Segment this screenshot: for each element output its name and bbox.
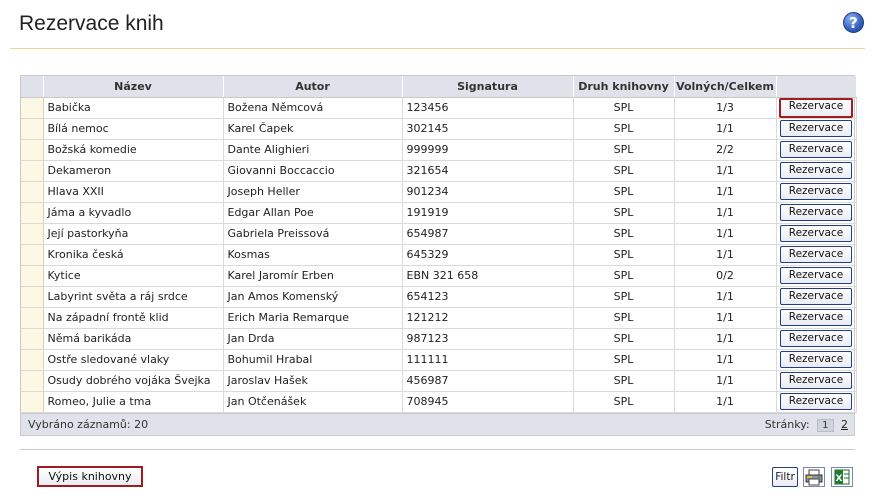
page-1[interactable]: 1	[817, 419, 833, 432]
cell-signatura: 645329	[402, 244, 573, 265]
cell-volnych-celkem: 1/1	[674, 118, 776, 139]
table-header-row	[21, 76, 856, 97]
cell-volnych-celkem: 1/1	[674, 286, 776, 307]
cell-druh-knihovny: SPL	[573, 244, 674, 265]
pagination	[765, 418, 848, 432]
bottom-divider	[20, 449, 855, 450]
row-selector[interactable]	[21, 223, 43, 244]
cell-volnych-celkem: 1/1	[674, 181, 776, 202]
cell-volnych-celkem: 1/1	[674, 370, 776, 391]
cell-action	[776, 265, 856, 286]
table-row[interactable]	[21, 139, 856, 160]
page-2[interactable]: 2	[841, 417, 848, 431]
table-row[interactable]	[21, 202, 856, 223]
cell-autor: Gabriela Preissová	[223, 223, 402, 244]
grid-footer	[21, 413, 854, 435]
cell-autor: Karel Čapek	[223, 118, 402, 139]
page-title: Rezervace knih	[19, 12, 164, 35]
row-selector[interactable]	[21, 391, 43, 412]
row-selector[interactable]	[21, 97, 43, 118]
records-count: Vybráno záznamů: 20	[28, 417, 149, 431]
cell-druh-knihovny: SPL	[573, 202, 674, 223]
pages-label: Stránky:	[764, 417, 810, 431]
cell-autor: Dante Alighieri	[223, 139, 402, 160]
cell-druh-knihovny: SPL	[573, 286, 674, 307]
row-selector[interactable]	[21, 286, 43, 307]
column-header-action	[776, 76, 856, 97]
cell-signatura: 654987	[402, 223, 573, 244]
vypis-knihovny-button[interactable]: Výpis knihovny	[37, 466, 143, 487]
table-row[interactable]	[21, 349, 856, 370]
rezervace-button[interactable]: Rezervace	[780, 141, 852, 158]
excel-icon[interactable]	[831, 467, 853, 487]
cell-nazev: Němá barikáda	[43, 328, 223, 349]
help-icon[interactable]: ?	[843, 12, 864, 33]
cell-nazev: Romeo, Julie a tma	[43, 391, 223, 412]
cell-action	[776, 160, 856, 181]
row-selector[interactable]	[21, 139, 43, 160]
table-row[interactable]	[21, 223, 856, 244]
rezervace-button[interactable]: Rezervace	[779, 98, 853, 118]
cell-volnych-celkem: 1/1	[674, 244, 776, 265]
cell-signatura: 123456	[402, 97, 573, 118]
cell-druh-knihovny: SPL	[573, 328, 674, 349]
table-row[interactable]	[21, 328, 856, 349]
rezervace-button[interactable]: Rezervace	[780, 372, 852, 389]
cell-autor: Bohumil Hrabal	[223, 349, 402, 370]
cell-action	[776, 391, 856, 412]
table-row[interactable]	[21, 286, 856, 307]
cell-autor: Edgar Allan Poe	[223, 202, 402, 223]
books-table	[21, 76, 857, 413]
rezervace-button[interactable]: Rezervace	[780, 288, 852, 305]
cell-autor: Jan Otčenášek	[223, 391, 402, 412]
cell-autor: Karel Jaromír Erben	[223, 265, 402, 286]
cell-druh-knihovny: SPL	[573, 160, 674, 181]
cell-nazev: Kronika česká	[43, 244, 223, 265]
cell-nazev: Hlava XXII	[43, 181, 223, 202]
column-header-druh-knihovny[interactable]: Druh knihovny	[573, 76, 674, 97]
cell-druh-knihovny: SPL	[573, 370, 674, 391]
rezervace-button[interactable]: Rezervace	[780, 204, 852, 221]
row-selector[interactable]	[21, 265, 43, 286]
cell-nazev: Božská komedie	[43, 139, 223, 160]
selector-header	[21, 76, 43, 97]
svg-text:X: X	[835, 474, 843, 484]
cell-volnych-celkem: 1/3	[674, 97, 776, 118]
filtr-button[interactable]: Filtr	[772, 467, 798, 487]
cell-signatura: 321654	[402, 160, 573, 181]
cell-action	[776, 328, 856, 349]
cell-druh-knihovny: SPL	[573, 349, 674, 370]
rezervace-button[interactable]: Rezervace	[780, 183, 852, 200]
cell-action	[776, 370, 856, 391]
cell-druh-knihovny: SPL	[573, 265, 674, 286]
cell-druh-knihovny: SPL	[573, 223, 674, 244]
row-selector[interactable]	[21, 118, 43, 139]
cell-action	[776, 181, 856, 202]
cell-autor: Kosmas	[223, 244, 402, 265]
cell-volnych-celkem: 1/1	[674, 328, 776, 349]
column-header-nazev[interactable]: Název	[43, 76, 223, 97]
cell-action	[776, 139, 856, 160]
table-row[interactable]	[21, 370, 856, 391]
table-row[interactable]	[21, 181, 856, 202]
reservation-grid	[20, 75, 855, 436]
row-selector[interactable]	[21, 244, 43, 265]
row-selector[interactable]	[21, 307, 43, 328]
cell-nazev: Na západní frontě klid	[43, 307, 223, 328]
cell-signatura: 999999	[402, 139, 573, 160]
cell-druh-knihovny: SPL	[573, 307, 674, 328]
table-row[interactable]	[21, 118, 856, 139]
cell-signatura: EBN 321 658	[402, 265, 573, 286]
cell-druh-knihovny: SPL	[573, 391, 674, 412]
table-row[interactable]	[21, 97, 856, 118]
cell-signatura: 111111	[402, 349, 573, 370]
cell-autor: Jaroslav Hašek	[223, 370, 402, 391]
cell-action	[776, 202, 856, 223]
rezervace-button[interactable]: Rezervace	[780, 393, 852, 410]
table-row[interactable]	[21, 244, 856, 265]
cell-volnych-celkem: 1/1	[674, 391, 776, 412]
table-row[interactable]	[21, 391, 856, 412]
cell-autor: Jan Amos Komenský	[223, 286, 402, 307]
cell-autor: Erich Maria Remarque	[223, 307, 402, 328]
cell-druh-knihovny: SPL	[573, 118, 674, 139]
cell-action	[776, 97, 856, 118]
cell-signatura: 191919	[402, 202, 573, 223]
cell-action	[776, 244, 856, 265]
cell-nazev: Dekameron	[43, 160, 223, 181]
cell-action	[776, 118, 856, 139]
cell-volnych-celkem: 1/1	[674, 223, 776, 244]
cell-signatura: 456987	[402, 370, 573, 391]
table-row[interactable]	[21, 265, 856, 286]
row-selector[interactable]	[21, 202, 43, 223]
rezervace-button[interactable]: Rezervace	[780, 330, 852, 347]
cell-signatura: 654123	[402, 286, 573, 307]
rezervace-button[interactable]: Rezervace	[780, 351, 852, 368]
rezervace-button[interactable]: Rezervace	[780, 225, 852, 242]
table-row[interactable]	[21, 160, 856, 181]
cell-autor: Giovanni Boccaccio	[223, 160, 402, 181]
cell-volnych-celkem: 1/1	[674, 349, 776, 370]
column-header-autor[interactable]: Autor	[223, 76, 402, 97]
cell-signatura: 708945	[402, 391, 573, 412]
cell-druh-knihovny: SPL	[573, 139, 674, 160]
rezervace-button[interactable]: Rezervace	[780, 162, 852, 179]
cell-volnych-celkem: 1/1	[674, 160, 776, 181]
cell-nazev: Ostře sledované vlaky	[43, 349, 223, 370]
cell-action	[776, 223, 856, 244]
cell-volnych-celkem: 2/2	[674, 139, 776, 160]
cell-nazev: Osudy dobrého vojáka Švejka	[43, 370, 223, 391]
cell-action	[776, 349, 856, 370]
row-selector[interactable]	[21, 370, 43, 391]
cell-signatura: 901234	[402, 181, 573, 202]
cell-druh-knihovny: SPL	[573, 181, 674, 202]
row-selector[interactable]	[21, 328, 43, 349]
cell-signatura: 987123	[402, 328, 573, 349]
cell-nazev: Její pastorkyňa	[43, 223, 223, 244]
cell-signatura: 302145	[402, 118, 573, 139]
title-divider	[10, 48, 865, 49]
row-selector[interactable]	[21, 349, 43, 370]
cell-action	[776, 286, 856, 307]
cell-autor: Božena Němcová	[223, 97, 402, 118]
column-header-volnych-celkem[interactable]: Volných/Celkem	[674, 76, 776, 97]
cell-nazev: Bílá nemoc	[43, 118, 223, 139]
rezervace-button[interactable]: Rezervace	[780, 246, 852, 263]
cell-signatura: 121212	[402, 307, 573, 328]
cell-nazev: Babička	[43, 97, 223, 118]
rezervace-button[interactable]: Rezervace	[780, 267, 852, 284]
column-header-signatura[interactable]: Signatura	[402, 76, 573, 97]
cell-volnych-celkem: 0/2	[674, 265, 776, 286]
print-icon[interactable]	[803, 467, 825, 487]
cell-action	[776, 307, 856, 328]
cell-autor: Joseph Heller	[223, 181, 402, 202]
row-selector[interactable]	[21, 160, 43, 181]
row-selector[interactable]	[21, 181, 43, 202]
rezervace-button[interactable]: Rezervace	[780, 120, 852, 137]
rezervace-button[interactable]: Rezervace	[780, 309, 852, 326]
cell-autor: Jan Drda	[223, 328, 402, 349]
cell-volnych-celkem: 1/1	[674, 307, 776, 328]
cell-nazev: Jáma a kyvadlo	[43, 202, 223, 223]
cell-nazev: Labyrint světa a ráj srdce	[43, 286, 223, 307]
table-body	[21, 97, 856, 412]
cell-volnych-celkem: 1/1	[674, 202, 776, 223]
cell-nazev: Kytice	[43, 265, 223, 286]
cell-druh-knihovny: SPL	[573, 97, 674, 118]
table-row[interactable]	[21, 307, 856, 328]
